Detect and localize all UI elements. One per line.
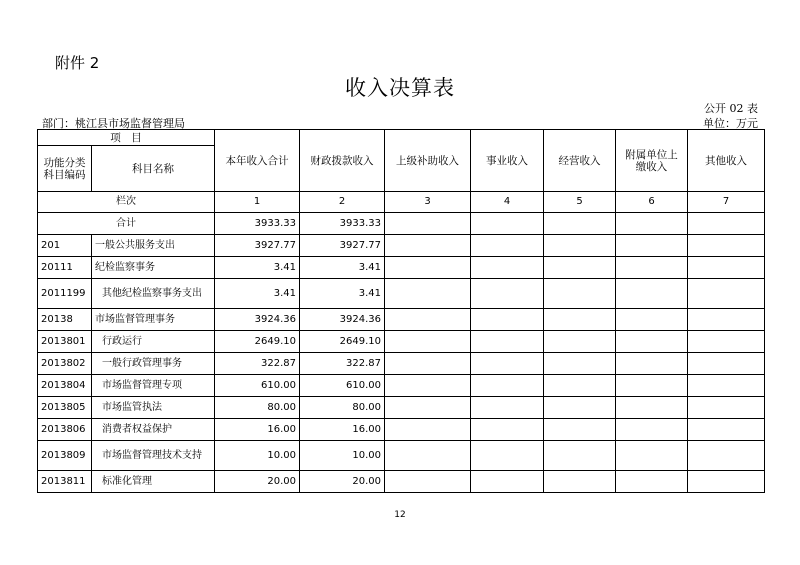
header-upper: 上级补助收入 [385,130,471,192]
row-total: 10.00 [215,441,300,471]
row-code: 2013802 [38,353,92,375]
table-row [38,331,765,353]
empty-cell [385,279,471,309]
empty-cell [616,331,688,353]
row-code: 2013801 [38,331,92,353]
row-code: 2013806 [38,419,92,441]
row-name: 一般公共服务支出 [92,235,215,257]
empty-cell [688,309,765,331]
row-total: 20.00 [215,471,300,493]
row-code: 2013805 [38,397,92,419]
row-name: 一般行政管理事务 [92,353,215,375]
empty-cell [471,331,544,353]
empty-cell [471,213,544,235]
empty-cell [688,441,765,471]
row-total: 610.00 [215,375,300,397]
empty-cell [471,471,544,493]
table-row [38,257,765,279]
empty-cell [688,353,765,375]
empty-cell [385,309,471,331]
income-table [37,129,765,493]
empty-cell [616,353,688,375]
empty-cell [616,309,688,331]
empty-cell [471,353,544,375]
row-total: 3927.77 [215,235,300,257]
header-operating: 经营收入 [544,130,616,192]
empty-cell [544,213,616,235]
empty-cell [688,235,765,257]
empty-cell [471,279,544,309]
form-code: 公开 02 表 [704,102,758,115]
header-func-code: 功能分类科目编码 [38,146,92,192]
row-total: 80.00 [215,397,300,419]
header-total: 本年收入合计 [215,130,300,192]
empty-cell [616,397,688,419]
table-row [38,235,765,257]
table-row [38,375,765,397]
row-name: 其他纪检监察事务支出 [92,279,215,309]
row-fiscal: 20.00 [300,471,385,493]
header-other: 其他收入 [688,130,765,192]
empty-cell [616,441,688,471]
empty-cell [688,331,765,353]
column-index-number: 5 [544,192,616,213]
empty-cell [385,213,471,235]
header-fiscal: 财政拨款收入 [300,130,385,192]
row-fiscal: 3927.77 [300,235,385,257]
column-index-number: 3 [385,192,471,213]
column-index-label: 栏次 [38,192,215,213]
total-label: 合计 [38,213,215,235]
header-business: 事业收入 [471,130,544,192]
row-code: 2013804 [38,375,92,397]
row-name: 行政运行 [92,331,215,353]
empty-cell [544,257,616,279]
row-fiscal: 322.87 [300,353,385,375]
row-total: 16.00 [215,419,300,441]
header-affiliated: 附属单位上缴收入 [616,130,688,192]
row-total: 3924.36 [215,309,300,331]
empty-cell [471,235,544,257]
department-label: 部门：桃江县市场监督管理局 [42,117,185,130]
row-code: 20111 [38,257,92,279]
empty-cell [471,309,544,331]
attachment-label: 附件 2 [55,54,100,72]
row-code: 2013811 [38,471,92,493]
empty-cell [385,331,471,353]
table-row [38,397,765,419]
empty-cell [385,257,471,279]
row-code: 201 [38,235,92,257]
empty-cell [616,257,688,279]
row-code: 20138 [38,309,92,331]
empty-cell [688,471,765,493]
empty-cell [688,419,765,441]
empty-cell [544,471,616,493]
row-code: 2011199 [38,279,92,309]
page-number: 12 [394,510,406,520]
empty-cell [385,375,471,397]
empty-cell [385,235,471,257]
row-fiscal: 10.00 [300,441,385,471]
empty-cell [471,375,544,397]
empty-cell [544,419,616,441]
empty-cell [544,397,616,419]
column-index-number: 7 [688,192,765,213]
table-row [38,353,765,375]
row-fiscal: 3.41 [300,257,385,279]
empty-cell [616,213,688,235]
empty-cell [616,279,688,309]
table-row [38,309,765,331]
row-total: 322.87 [215,353,300,375]
empty-cell [616,375,688,397]
row-name: 标准化管理 [92,471,215,493]
column-index-row [38,192,765,213]
row-total: 2649.10 [215,331,300,353]
total-sum: 3933.33 [215,213,300,235]
empty-cell [544,235,616,257]
empty-cell [385,441,471,471]
row-fiscal: 2649.10 [300,331,385,353]
empty-cell [544,441,616,471]
page-title: 收入决算表 [345,76,455,100]
row-total: 3.41 [215,257,300,279]
empty-cell [544,279,616,309]
empty-cell [616,235,688,257]
row-fiscal: 3924.36 [300,309,385,331]
row-name: 市场监督管理技术支持 [92,441,215,471]
empty-cell [688,213,765,235]
column-index-number: 6 [616,192,688,213]
empty-cell [688,375,765,397]
empty-cell [471,419,544,441]
empty-cell [688,257,765,279]
empty-cell [471,441,544,471]
empty-cell [544,309,616,331]
column-index-number: 2 [300,192,385,213]
empty-cell [544,375,616,397]
table-row [38,441,765,471]
row-fiscal: 3.41 [300,279,385,309]
row-fiscal: 16.00 [300,419,385,441]
empty-cell [385,397,471,419]
total-fiscal: 3933.33 [300,213,385,235]
empty-cell [616,471,688,493]
empty-cell [688,397,765,419]
empty-cell [385,353,471,375]
table-row [38,279,765,309]
row-fiscal: 610.00 [300,375,385,397]
column-index-number: 1 [215,192,300,213]
empty-cell [385,419,471,441]
row-name: 消费者权益保护 [92,419,215,441]
row-name: 市场监管执法 [92,397,215,419]
row-code: 2013809 [38,441,92,471]
total-row [38,213,765,235]
empty-cell [544,331,616,353]
header-subject-name: 科目名称 [92,146,215,192]
column-index-number: 4 [471,192,544,213]
row-name: 市场监督管理专项 [92,375,215,397]
row-name: 纪检监察事务 [92,257,215,279]
table-row [38,471,765,493]
empty-cell [385,471,471,493]
empty-cell [688,279,765,309]
row-name: 市场监督管理事务 [92,309,215,331]
table-row [38,419,765,441]
header-project: 项 目 [38,130,215,146]
row-fiscal: 80.00 [300,397,385,419]
row-total: 3.41 [215,279,300,309]
empty-cell [544,353,616,375]
unit-label: 单位：万元 [703,117,758,130]
empty-cell [471,397,544,419]
empty-cell [471,257,544,279]
empty-cell [616,419,688,441]
